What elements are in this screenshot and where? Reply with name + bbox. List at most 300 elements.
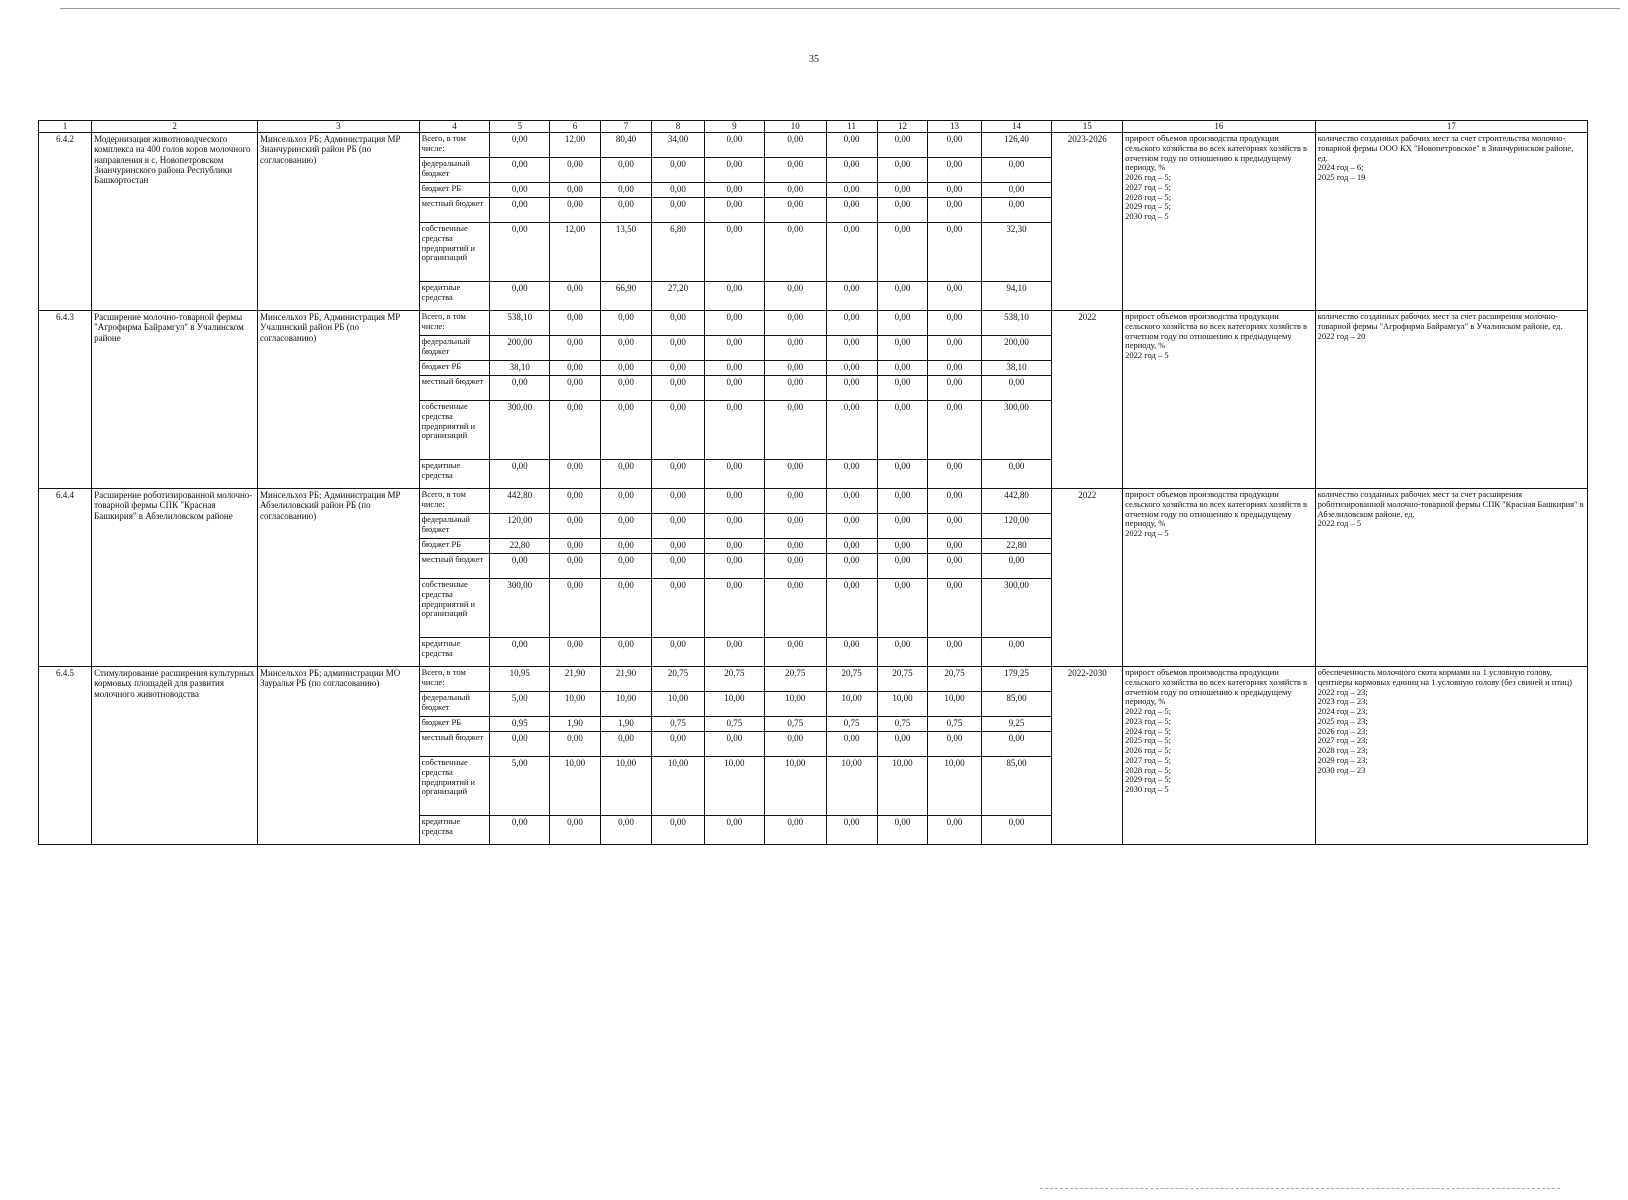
implementation-period: 2022 — [1052, 311, 1123, 489]
year-value: 0,00 — [651, 554, 704, 579]
year-value: 0,00 — [826, 133, 877, 158]
year-value: 0,00 — [826, 539, 877, 554]
year-value: 0,00 — [550, 638, 601, 667]
year-value: 0,00 — [764, 732, 826, 757]
year-value: 0,00 — [601, 376, 652, 401]
column-number-row — [39, 121, 1588, 133]
year-value: 0,00 — [877, 638, 928, 667]
year-value: 0,00 — [651, 460, 704, 489]
year-value: 0,00 — [490, 223, 550, 282]
year-value: 10,00 — [651, 757, 704, 816]
year-value: 0,00 — [601, 539, 652, 554]
year-value: 0,00 — [928, 376, 981, 401]
year-value: 5,00 — [490, 757, 550, 816]
year-value: 0,00 — [704, 223, 764, 282]
indicator-production-growth: прирост объемов производства продукции сельского хозяйства во всех категориях хозяйств в отчетном году по отношению к предыдущему периоду, % 2022 год – 5; 2023 год – 5; 2024 год – 5; 2025 год – 5; 2026 год – 5; 2027 год – 5; 2028 год – 5; 2029 год – 5; 2030 год – 5 — [1123, 667, 1316, 845]
year-value: 0,00 — [877, 282, 928, 311]
year-value: 0,00 — [826, 361, 877, 376]
year-value: 20,75 — [764, 667, 826, 692]
year-value: 0,00 — [928, 460, 981, 489]
table-body — [39, 133, 1588, 845]
funding-source: кредитные средства — [419, 816, 490, 845]
col-header: 11 — [826, 121, 877, 133]
year-value: 0,00 — [764, 198, 826, 223]
year-value: 0,00 — [764, 361, 826, 376]
table-row — [39, 667, 1588, 692]
year-value: 0,00 — [928, 223, 981, 282]
funding-source: федеральный бюджет — [419, 158, 490, 183]
year-value: 0,00 — [704, 376, 764, 401]
year-value: 10,00 — [928, 692, 981, 717]
year-value: 0,00 — [826, 554, 877, 579]
year-value: 0,00 — [928, 133, 981, 158]
measure-name: Расширение молочно-товарной фермы "Агрофирма Байрамгул" в Учалинском районе — [92, 311, 258, 489]
year-value: 200,00 — [490, 336, 550, 361]
page-number: 35 — [809, 54, 819, 65]
year-value: 300,00 — [490, 579, 550, 638]
year-value: 0,00 — [877, 183, 928, 198]
col-header: 10 — [764, 121, 826, 133]
year-value: 0,00 — [826, 514, 877, 539]
total-value: 300,00 — [981, 579, 1052, 638]
year-value: 0,00 — [601, 514, 652, 539]
year-value: 0,00 — [704, 183, 764, 198]
total-value: 200,00 — [981, 336, 1052, 361]
col-header: 7 — [601, 121, 652, 133]
year-value: 0,00 — [928, 198, 981, 223]
indicator-result: обеспеченность молочного скота кормами на 1 условную голову, центнеры кормовых единиц на 1 условную голову (без свиней и птиц) 2022 год – 23; 2023 год – 23; 2024 год – 23; 2025 год – 23; 2026 год – 23; 2027 год – 23; 2028 год – 23; 2029 год – 23; 2030 год – 23 — [1315, 667, 1587, 845]
year-value: 0,00 — [764, 311, 826, 336]
year-value: 0,00 — [877, 514, 928, 539]
year-value: 0,00 — [826, 401, 877, 460]
scan-edge-line — [1040, 1188, 1560, 1189]
measure-code: 6.4.4 — [39, 489, 92, 667]
year-value: 0,00 — [550, 311, 601, 336]
year-value: 0,00 — [764, 460, 826, 489]
year-value: 0,00 — [651, 311, 704, 336]
measure-executor: Минсельхоз РБ, Администрация МР Учалинский район РБ (по согласованию) — [258, 311, 420, 489]
indicator-result: количество созданных рабочих мест за счет расширения роботизированной молочно-товарной фермы СПК "Красная Башкирия" в Абзелиловском районе, ед. 2022 год – 5 — [1315, 489, 1587, 667]
year-value: 0,00 — [877, 460, 928, 489]
year-value: 0,00 — [601, 158, 652, 183]
year-value: 0,75 — [826, 717, 877, 732]
year-value: 0,00 — [601, 401, 652, 460]
year-value: 0,00 — [550, 514, 601, 539]
year-value: 0,00 — [928, 638, 981, 667]
year-value: 10,00 — [877, 692, 928, 717]
funding-source: кредитные средства — [419, 282, 490, 311]
year-value: 0,00 — [651, 489, 704, 514]
year-value: 0,00 — [928, 579, 981, 638]
year-value: 10,00 — [704, 757, 764, 816]
year-value: 0,00 — [877, 223, 928, 282]
year-value: 0,00 — [651, 376, 704, 401]
year-value: 0,00 — [826, 460, 877, 489]
year-value: 0,00 — [764, 638, 826, 667]
funding-source: собственные средства предприятий и организаций — [419, 757, 490, 816]
year-value: 0,00 — [764, 816, 826, 845]
year-value: 0,00 — [490, 554, 550, 579]
year-value: 0,00 — [601, 311, 652, 336]
year-value: 0,00 — [928, 489, 981, 514]
col-header: 9 — [704, 121, 764, 133]
year-value: 0,00 — [490, 460, 550, 489]
year-value: 0,00 — [550, 183, 601, 198]
year-value: 22,80 — [490, 539, 550, 554]
year-value: 12,00 — [550, 223, 601, 282]
year-value: 10,00 — [550, 757, 601, 816]
year-value: 0,00 — [826, 489, 877, 514]
year-value: 0,00 — [877, 539, 928, 554]
total-value: 38,10 — [981, 361, 1052, 376]
year-value: 0,00 — [764, 158, 826, 183]
year-value: 20,75 — [651, 667, 704, 692]
year-value: 0,00 — [928, 816, 981, 845]
year-value: 0,00 — [601, 579, 652, 638]
year-value: 0,75 — [877, 717, 928, 732]
funding-source: местный бюджет — [419, 554, 490, 579]
year-value: 0,00 — [550, 282, 601, 311]
year-value: 0,00 — [928, 554, 981, 579]
year-value: 0,00 — [877, 133, 928, 158]
col-header: 4 — [419, 121, 490, 133]
year-value: 538,10 — [490, 311, 550, 336]
year-value: 0,00 — [928, 401, 981, 460]
year-value: 0,00 — [826, 579, 877, 638]
year-value: 0,00 — [651, 539, 704, 554]
funding-source: Всего, в том числе: — [419, 133, 490, 158]
year-value: 0,75 — [704, 717, 764, 732]
measure-executor: Минсельхоз РБ; администрации МО Зауралья РБ (по согласованию) — [258, 667, 420, 845]
year-value: 0,00 — [704, 311, 764, 336]
implementation-period: 2022-2030 — [1052, 667, 1123, 845]
year-value: 0,00 — [928, 361, 981, 376]
year-value: 0,00 — [764, 223, 826, 282]
year-value: 0,00 — [764, 336, 826, 361]
year-value: 0,00 — [550, 336, 601, 361]
measure-name: Модернизация животноводческого комплекса на 400 голов коров молочного направления в с. Новопетровском Зианчуринского района Республики Башкортостан — [92, 133, 258, 311]
year-value: 0,00 — [704, 158, 764, 183]
col-header: 1 — [39, 121, 92, 133]
total-value: 85,00 — [981, 692, 1052, 717]
year-value: 0,00 — [601, 460, 652, 489]
year-value: 0,95 — [490, 717, 550, 732]
year-value: 0,00 — [928, 336, 981, 361]
measure-name: Стимулирование расширения культурных кормовых площадей для развития молочного животноводства — [92, 667, 258, 845]
funding-source: Всего, в том числе: — [419, 311, 490, 336]
year-value: 0,00 — [601, 638, 652, 667]
year-value: 0,00 — [826, 732, 877, 757]
year-value: 0,00 — [764, 554, 826, 579]
funding-source: федеральный бюджет — [419, 514, 490, 539]
year-value: 6,80 — [651, 223, 704, 282]
year-value: 0,00 — [928, 158, 981, 183]
funding-source: бюджет РБ — [419, 539, 490, 554]
year-value: 0,00 — [877, 732, 928, 757]
year-value: 0,00 — [704, 514, 764, 539]
year-value: 0,00 — [601, 489, 652, 514]
scan-edge-line — [60, 8, 1620, 9]
year-value: 21,90 — [601, 667, 652, 692]
funding-source: собственные средства предприятий и организаций — [419, 579, 490, 638]
year-value: 0,00 — [550, 554, 601, 579]
year-value: 0,00 — [704, 336, 764, 361]
col-header: 12 — [877, 121, 928, 133]
total-value: 538,10 — [981, 311, 1052, 336]
year-value: 13,50 — [601, 223, 652, 282]
measure-name: Расширение роботизированной молочно-товарной фермы СПК "Красная Башкирия" в Абзелиловском районе — [92, 489, 258, 667]
implementation-period: 2022 — [1052, 489, 1123, 667]
implementation-period: 2023-2026 — [1052, 133, 1123, 311]
year-value: 0,00 — [704, 579, 764, 638]
funding-source: местный бюджет — [419, 198, 490, 223]
funding-source: собственные средства предприятий и организаций — [419, 223, 490, 282]
indicator-result: количество созданных рабочих мест за счет расширения молочно-товарной фермы "Агрофирма Байрамгул" в Учалинском районе, ед. 2022 год – 20 — [1315, 311, 1587, 489]
year-value: 0,00 — [651, 514, 704, 539]
col-header: 13 — [928, 121, 981, 133]
funding-source: местный бюджет — [419, 732, 490, 757]
year-value: 0,00 — [764, 539, 826, 554]
total-value: 0,00 — [981, 183, 1052, 198]
col-header: 16 — [1123, 121, 1316, 133]
col-header: 14 — [981, 121, 1052, 133]
year-value: 0,00 — [550, 732, 601, 757]
year-value: 0,00 — [490, 732, 550, 757]
year-value: 0,00 — [826, 158, 877, 183]
year-value: 0,00 — [764, 514, 826, 539]
year-value: 0,00 — [877, 489, 928, 514]
col-header: 6 — [550, 121, 601, 133]
year-value: 0,00 — [877, 554, 928, 579]
year-value: 0,00 — [877, 401, 928, 460]
year-value: 0,00 — [601, 732, 652, 757]
year-value: 0,00 — [704, 401, 764, 460]
year-value: 0,00 — [928, 311, 981, 336]
year-value: 10,00 — [928, 757, 981, 816]
col-header: 8 — [651, 121, 704, 133]
measure-executor: Минсельхоз РБ; Администрация МР Зианчуринский район РБ (по согласованию) — [258, 133, 420, 311]
funding-source: федеральный бюджет — [419, 692, 490, 717]
year-value: 10,00 — [826, 692, 877, 717]
year-value: 1,90 — [601, 717, 652, 732]
year-value: 0,00 — [877, 198, 928, 223]
year-value: 0,00 — [877, 816, 928, 845]
year-value: 0,00 — [826, 638, 877, 667]
year-value: 20,75 — [826, 667, 877, 692]
total-value: 0,00 — [981, 158, 1052, 183]
year-value: 10,00 — [651, 692, 704, 717]
year-value: 10,00 — [826, 757, 877, 816]
year-value: 20,75 — [877, 667, 928, 692]
year-value: 0,00 — [651, 401, 704, 460]
col-header: 3 — [258, 121, 420, 133]
year-value: 20,75 — [928, 667, 981, 692]
year-value: 0,00 — [651, 336, 704, 361]
year-value: 0,00 — [550, 460, 601, 489]
total-value: 0,00 — [981, 554, 1052, 579]
funding-source: кредитные средства — [419, 460, 490, 489]
total-value: 85,00 — [981, 757, 1052, 816]
year-value: 0,00 — [490, 638, 550, 667]
year-value: 0,00 — [550, 376, 601, 401]
year-value: 0,00 — [601, 183, 652, 198]
col-header: 2 — [92, 121, 258, 133]
total-value: 442,80 — [981, 489, 1052, 514]
year-value: 0,00 — [764, 282, 826, 311]
year-value: 0,00 — [928, 514, 981, 539]
total-value: 300,00 — [981, 401, 1052, 460]
year-value: 0,00 — [704, 460, 764, 489]
funding-source: федеральный бюджет — [419, 336, 490, 361]
indicator-production-growth: прирост объемов производства продукции сельского хозяйства во всех категориях хозяйств в отчетном году по отношению к предыдущему периоду, % 2022 год – 5 — [1123, 311, 1316, 489]
total-value: 0,00 — [981, 198, 1052, 223]
year-value: 0,00 — [764, 133, 826, 158]
year-value: 0,00 — [928, 539, 981, 554]
year-value: 0,00 — [601, 198, 652, 223]
year-value: 0,00 — [490, 816, 550, 845]
year-value: 0,00 — [826, 183, 877, 198]
year-value: 0,00 — [704, 539, 764, 554]
year-value: 10,00 — [601, 692, 652, 717]
funding-source: бюджет РБ — [419, 361, 490, 376]
year-value: 0,00 — [601, 336, 652, 361]
table-row — [39, 133, 1588, 158]
year-value: 5,00 — [490, 692, 550, 717]
year-value: 0,00 — [651, 198, 704, 223]
year-value: 120,00 — [490, 514, 550, 539]
year-value: 0,00 — [550, 158, 601, 183]
funding-source: Всего, в том числе: — [419, 667, 490, 692]
year-value: 0,00 — [704, 816, 764, 845]
year-value: 0,00 — [877, 158, 928, 183]
total-value: 94,10 — [981, 282, 1052, 311]
year-value: 10,00 — [704, 692, 764, 717]
year-value: 0,00 — [550, 579, 601, 638]
year-value: 0,75 — [764, 717, 826, 732]
year-value: 0,00 — [550, 489, 601, 514]
year-value: 80,40 — [601, 133, 652, 158]
col-header: 15 — [1052, 121, 1123, 133]
year-value: 0,00 — [877, 579, 928, 638]
year-value: 0,00 — [826, 376, 877, 401]
measure-code: 6.4.3 — [39, 311, 92, 489]
year-value: 0,00 — [651, 638, 704, 667]
total-value: 0,00 — [981, 816, 1052, 845]
year-value: 0,00 — [601, 361, 652, 376]
year-value: 0,00 — [877, 311, 928, 336]
year-value: 0,00 — [704, 638, 764, 667]
year-value: 0,00 — [877, 336, 928, 361]
year-value: 0,00 — [764, 401, 826, 460]
year-value: 10,00 — [764, 692, 826, 717]
year-value: 0,00 — [704, 133, 764, 158]
year-value: 0,00 — [550, 816, 601, 845]
year-value: 1,90 — [550, 717, 601, 732]
year-value: 0,00 — [764, 376, 826, 401]
year-value: 0,00 — [764, 579, 826, 638]
year-value: 0,00 — [651, 579, 704, 638]
table-row — [39, 489, 1588, 514]
year-value: 0,00 — [490, 158, 550, 183]
year-value: 0,00 — [877, 376, 928, 401]
year-value: 0,00 — [550, 539, 601, 554]
year-value: 0,00 — [651, 361, 704, 376]
year-value: 12,00 — [550, 133, 601, 158]
total-value: 9,25 — [981, 717, 1052, 732]
year-value: 0,00 — [490, 183, 550, 198]
year-value: 0,00 — [826, 198, 877, 223]
year-value: 0,00 — [704, 198, 764, 223]
table-row — [39, 311, 1588, 336]
year-value: 10,95 — [490, 667, 550, 692]
year-value: 0,00 — [550, 401, 601, 460]
funding-source: Всего, в том числе: — [419, 489, 490, 514]
year-value: 0,00 — [704, 554, 764, 579]
measure-executor: Минсельхоз РБ; Администрация МР Абзелиловский район РБ (по согласованию) — [258, 489, 420, 667]
year-value: 0,00 — [704, 361, 764, 376]
program-table — [38, 120, 1588, 845]
total-value: 120,00 — [981, 514, 1052, 539]
total-value: 179,25 — [981, 667, 1052, 692]
year-value: 0,00 — [764, 183, 826, 198]
year-value: 0,00 — [826, 223, 877, 282]
total-value: 0,00 — [981, 638, 1052, 667]
measure-code: 6.4.2 — [39, 133, 92, 311]
total-value: 126,40 — [981, 133, 1052, 158]
total-value: 0,00 — [981, 376, 1052, 401]
year-value: 0,00 — [704, 732, 764, 757]
year-value: 38,10 — [490, 361, 550, 376]
year-value: 0,00 — [928, 183, 981, 198]
total-value: 32,30 — [981, 223, 1052, 282]
funding-source: собственные средства предприятий и организаций — [419, 401, 490, 460]
year-value: 0,00 — [764, 489, 826, 514]
year-value: 0,00 — [826, 282, 877, 311]
year-value: 0,00 — [704, 489, 764, 514]
year-value: 66,90 — [601, 282, 652, 311]
year-value: 21,90 — [550, 667, 601, 692]
year-value: 0,00 — [928, 282, 981, 311]
year-value: 0,00 — [601, 554, 652, 579]
year-value: 10,00 — [601, 757, 652, 816]
year-value: 0,00 — [651, 183, 704, 198]
year-value: 0,00 — [550, 361, 601, 376]
indicator-production-growth: прирост объемов производства продукции сельского хозяйства во всех категориях хозяйств в отчетном году по отношению к предыдущему периоду, % 2022 год – 5 — [1123, 489, 1316, 667]
year-value: 0,00 — [490, 376, 550, 401]
year-value: 34,00 — [651, 133, 704, 158]
year-value: 10,00 — [550, 692, 601, 717]
col-header: 5 — [490, 121, 550, 133]
year-value: 0,00 — [704, 282, 764, 311]
year-value: 10,00 — [877, 757, 928, 816]
year-value: 10,00 — [764, 757, 826, 816]
funding-source: бюджет РБ — [419, 717, 490, 732]
year-value: 0,00 — [877, 361, 928, 376]
year-value: 0,00 — [651, 732, 704, 757]
indicator-production-growth: прирост объемов производства продукции сельского хозяйства во всех категориях хозяйств в отчетном году по отношению к предыдущему периоду, % 2026 год – 5; 2027 год – 5; 2028 год – 5; 2029 год – 5; 2030 год – 5 — [1123, 133, 1316, 311]
year-value: 0,00 — [651, 158, 704, 183]
year-value: 0,00 — [826, 816, 877, 845]
total-value: 0,00 — [981, 460, 1052, 489]
year-value: 0,75 — [651, 717, 704, 732]
year-value: 0,00 — [651, 816, 704, 845]
year-value: 0,00 — [550, 198, 601, 223]
measure-code: 6.4.5 — [39, 667, 92, 845]
indicator-result: количество созданных рабочих мест за счет строительства молочно-товарной фермы ООО КХ "Новопетровское" в Зианчуринском районе, ед. 2024 год – 6; 2025 год – 19 — [1315, 133, 1587, 311]
year-value: 0,00 — [490, 133, 550, 158]
funding-source: кредитные средства — [419, 638, 490, 667]
year-value: 0,00 — [490, 198, 550, 223]
